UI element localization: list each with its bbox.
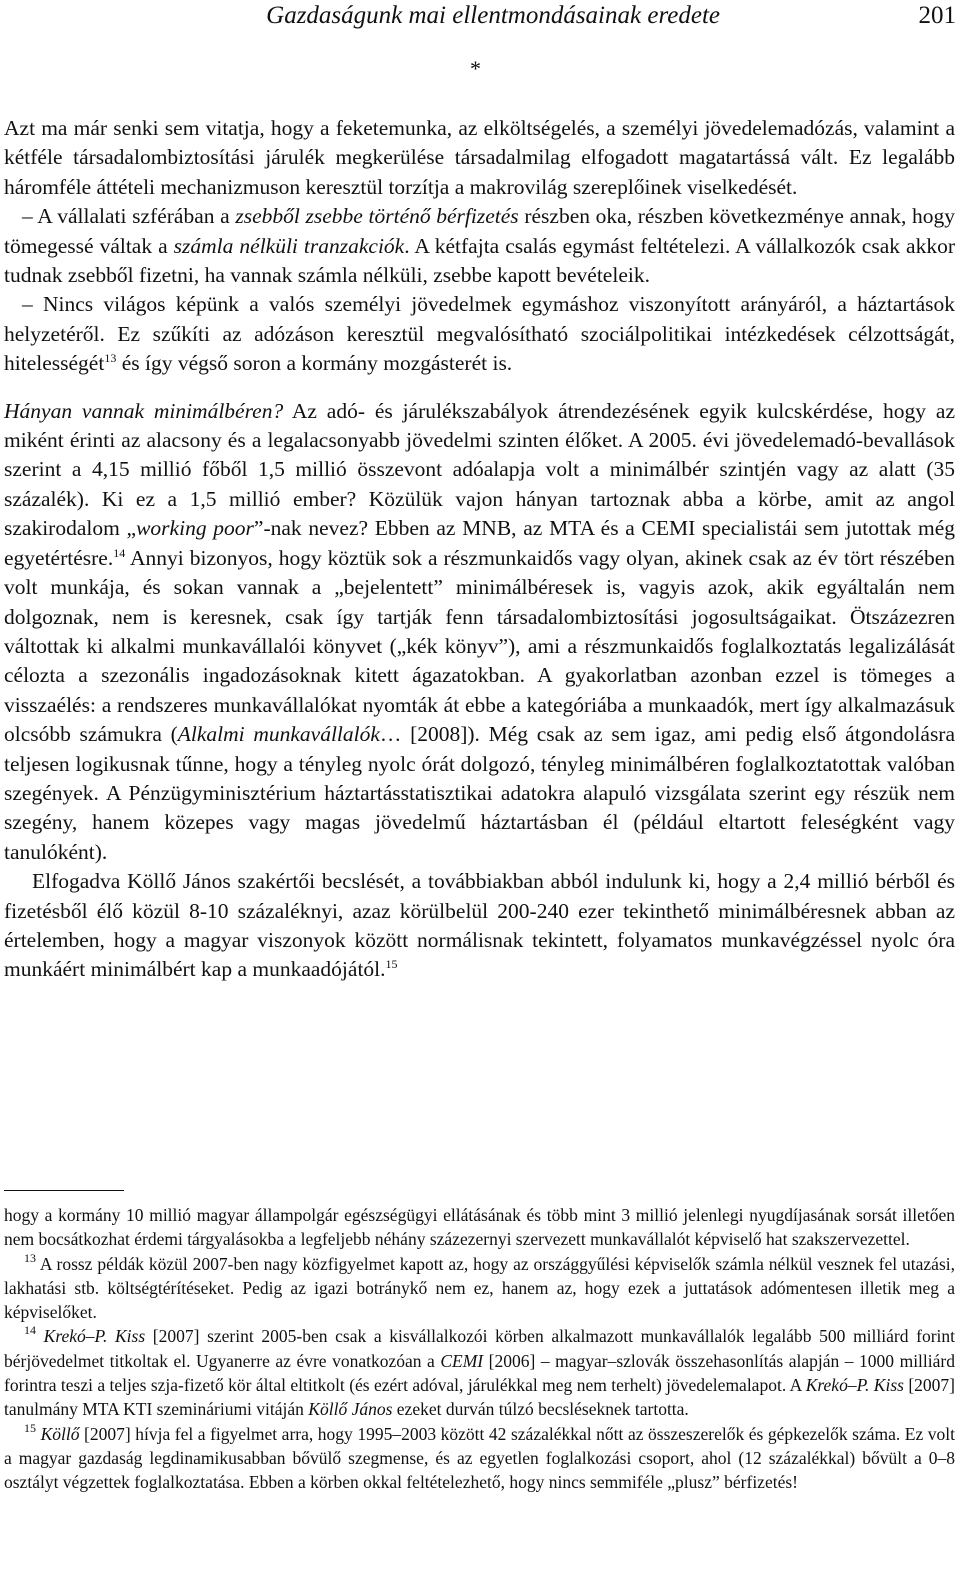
- text-run: és így végső soron a kormány mozgásterét is.: [116, 351, 513, 376]
- emphasis: számla nélküli tranzakciók: [173, 233, 405, 258]
- footnote-number: 13: [24, 1250, 36, 1265]
- text-run: – Nincs világos képünk a valós személyi jövedelmek egymáshoz viszonyított arányáról, a háztartások helyzetéről. Ez szűkíti az adózáson keresztül megvalósítható szociálpolitikai intézkedések célzottságát, hitelességét: [4, 292, 955, 376]
- footnote-15: [4, 1422, 955, 1495]
- footnote-text: [2007] szerint 2005-ben csak a kisvállalkozói körben alkalmazott munkavállalók legalább 500 milliárd forint bérjövedelmet titkoltak el. Ugyanerre az évre vonatkozóan a: [4, 1326, 956, 1371]
- paragraph-gap: [4, 379, 955, 397]
- author-name: Köllő János: [308, 1399, 393, 1420]
- footnote-continuation: [4, 1203, 955, 1252]
- footnote-ref-15: 15: [385, 957, 398, 972]
- text-run: . A kétfajta csalás egymást feltételezi. A vállalkozók csak akkor tudnak zsebből fizetni, ha vannak számla nélküli, zsebbe kapott bevételeik.: [4, 233, 955, 288]
- text-run: … [2008]). Még csak az sem igaz, ami pedig első átgondolásra teljesen logikusnak tűnne, hogy a tényleg nyolc órát dolgozó, tényleg minimálbéren foglalkoztatottak valóban szegények. A Pénzügyminisztérium háztartásstatisztikai adatokra alapuló vizsgálata szerint egy részük nem szegény, hanem közepes vagy magas jövedelmű háztartásban él (például eltartott feleségként vagy tanulóként).: [4, 722, 956, 864]
- footnote-rule: [4, 1190, 124, 1191]
- footnote-ref-14: 14: [113, 545, 126, 560]
- page-number: 201: [918, 2, 956, 29]
- footnote-text: hogy a kormány 10 millió magyar állampolgár egészségügyi ellátásának és több mint 3 millió jelenlegi nyugdíjasának sorsát illetően nem bocsátkozhat érdemi tárgyalásokba a legfeljebb néhány százezernyi szervezett munkavállalót képviselő hat szakszervezettel.: [4, 1205, 955, 1250]
- footnotes: [4, 1203, 955, 1495]
- intro-text: Azt ma már senki sem vitatja, hogy a feketemunka, az elköltségelés, a személyi jövedelemadózás, valamint a kétféle társadalombiztosítási járulék megkerülése társadalmilag elfogadott magatartássá vált. Ez legalább háromféle áttételi mechanizmuson keresztül torzítja a makrovilág szereplőinek viselkedését.: [4, 116, 955, 199]
- footnote-text: ezeket durván túlzó becsléseknek tartotta.: [392, 1399, 689, 1420]
- section-heading: Hányan vannak minimálbéren?: [4, 398, 284, 423]
- text-run: Elfogadva Köllő János szakértői becslését, a továbbiakban abból indulunk ki, hogy a 2,4 millió bérből és fizetésből élő közül 8-10 százaléknyi, azaz körülbelül 200-240 ezer tekinthető minimálbéresnek abban az értelemben, hogy a magyar viszonyok között normálisnak tekintett, folyamatos munkavégzéssel nyolc óra munkáért minimálbért kap a munkaadójától.: [4, 869, 955, 982]
- text-run: Annyi bizonyos, hogy köztük sok a részmunkaidős vagy olyan, akinek csak az év tört részében volt munkája, és sokan vannak a „bejelentett” minimálbéresek is, vagyis azok, akik egyáltalán nem dolgoznak, nem is keresnek, csak így tartják fenn társadalombiztosítási jogosultságaikat. Ötszázezren váltottak ki alkalmi munkavállalói könyvet („kék könyv”), ami a részmunkaidős foglalkoztatás legalizálását célozta a szezonális ingadozásoknak kitett ágazatokban. A gyakorlatban azonban ezzel is tömeges a visszaélés: a rendszeres munkavállalókat nyomták át ebbe a kategóriába a munkaadók, mert így alkalmazásuk olcsóbb számukra (: [4, 545, 955, 747]
- text-run: Az adó- és járulékszabályok átrendezésének egyik kulcskérdése, hogy az miként érinti az alacsony és a legalacsonyabb jövedelmi szinten élőket. A 2005. évi jövedelemadó-bevallások szerint a 4,15 millió főből 1,5 millió összevont adóalapja volt a minimálbér szintjén vagy az alatt (35 százalék). Ki ez a 1,5 millió ember? Közülük vajon hányan tartoznak abba a körbe, amit az angol szakirodalom „: [4, 398, 955, 541]
- kollo-paragraph: [4, 867, 955, 985]
- intro-paragraph: [4, 114, 955, 202]
- footnote-number: 14: [24, 1323, 36, 1338]
- author-name: CEMI: [440, 1350, 484, 1371]
- footnote-text: [2007] hívja fel a figyelmet arra, hogy 1995–2003 között 42 százalékkal nőtt az összeszerelők és gépkezelők száma. Ez volt a magyar gazdaság legdinamikusabban bővülő szegmense, és az egyetlen foglalkozási csoport, ahol (12 százalékkal) bővült a 0–8 osztályt végzettek foglalkoztatása. Ebben a körben okkal feltételezhető, hogy nincs semmiféle „plusz” bérfizetés!: [4, 1423, 956, 1493]
- text-run: ”-nak nevez? Ebben az MNB, az MTA és a CEMI specialistái sem jutottak még egyetértésre.: [4, 516, 955, 570]
- footnote-14: [4, 1324, 955, 1421]
- author-name: Köllő: [40, 1423, 80, 1444]
- section-separator: *: [470, 56, 481, 81]
- footnote-text: A rossz példák közül 2007-ben nagy közfigyelmet kapott az, hogy az országgyűlési képviselők számla nélkül vesznek fel utazási, lakhatási stb. költségtérítéseket. Pedig az igazi botránykő nem ez, hanem az, hogy ezek a juttatások adómentesen illetik meg a képviselőket.: [4, 1253, 955, 1323]
- author-name: Krekó–P. Kiss: [43, 1326, 146, 1347]
- page-header: [0, 0, 960, 34]
- text-run: részben oka, részben következménye annak, hogy tömegessé váltak a: [4, 204, 955, 258]
- emphasis: zsebből zsebbe történő bérfizetés: [235, 204, 519, 229]
- main-text: [4, 114, 955, 985]
- footnote-13: [4, 1252, 955, 1325]
- minimum-wage-paragraph: [4, 397, 955, 868]
- dash-paragraph-household: [4, 290, 955, 378]
- footnote-ref-13: 13: [104, 351, 117, 366]
- footnote-text: [2007] tanulmány MTA KTI szemináriumi vitáján: [4, 1375, 955, 1420]
- emphasis: Alkalmi munkavállalók: [177, 722, 380, 747]
- emphasis: working poor: [136, 516, 254, 541]
- footnote-text: [2006] – magyar–szlovák összehasonlítás alapján – 1000 milliárd forintra teszi a teljes szja-fizető kör által eltitkolt (és ezért adóval, járulékkal meg nem terhelt) jövedelemalapot. A: [4, 1350, 955, 1396]
- running-title: Gazdaságunk mai ellentmondásainak eredete: [266, 2, 720, 29]
- dash-paragraph-company: [4, 202, 955, 290]
- footnote-number: 15: [24, 1420, 36, 1435]
- author-name: Krekó–P. Kiss: [805, 1375, 904, 1396]
- text-run: – A vállalati szférában a: [22, 204, 236, 229]
